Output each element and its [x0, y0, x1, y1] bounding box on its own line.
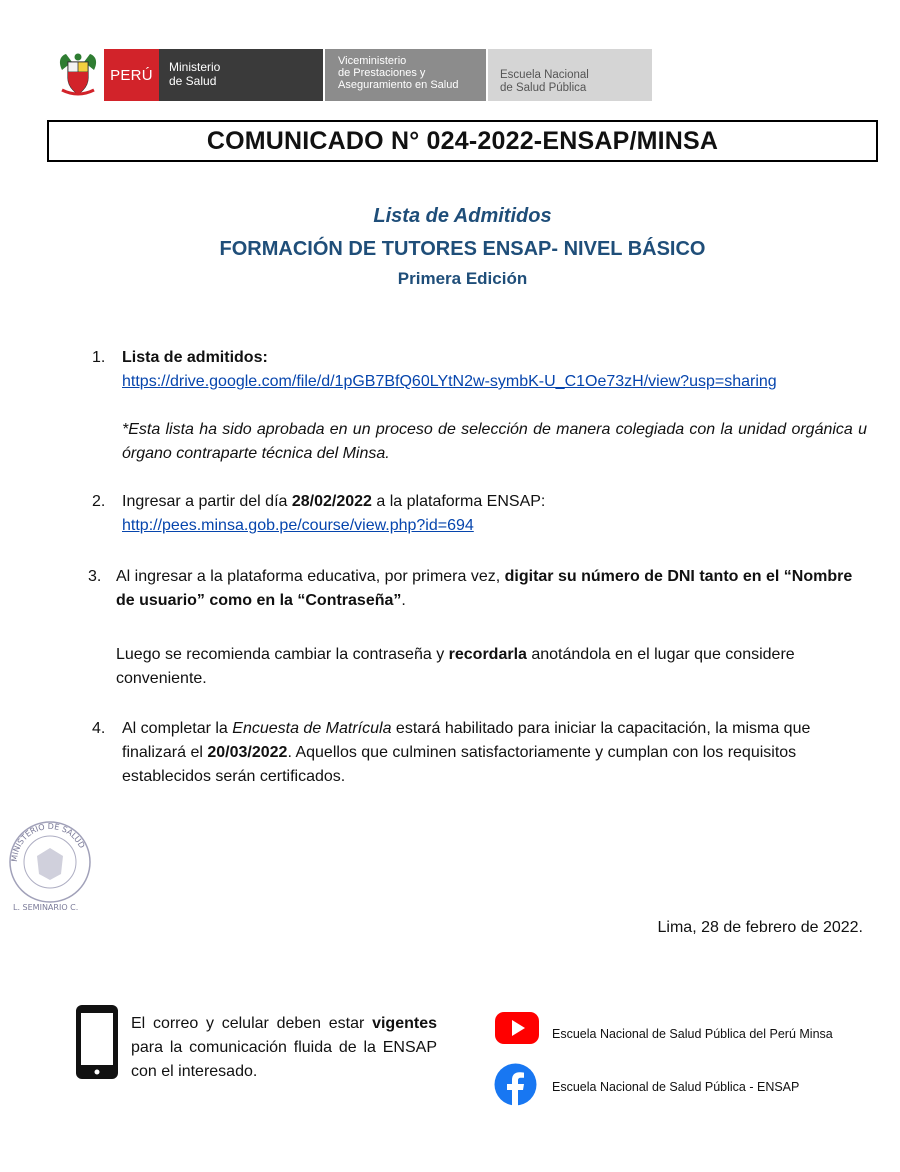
- peru-brand-block: [104, 49, 159, 101]
- youtube-icon[interactable]: [494, 1011, 540, 1045]
- item1-label: Lista de admitidos:: [122, 349, 268, 366]
- item1-link-line: [122, 370, 777, 394]
- stamp-bottom-text: L. SEMINARIO C.: [13, 903, 79, 912]
- document-title-box: [47, 120, 878, 162]
- item3-p2-pre: Luego se recomienda cambiar la contraseña y: [116, 646, 449, 663]
- item3-pre: Al ingresar a la plataforma educativa, por primera vez,: [116, 568, 505, 585]
- item-number: 2.: [92, 493, 106, 510]
- document-title: COMUNICADO N° 024-2022-ENSAP/MINSA: [206, 126, 719, 155]
- item4-text: [122, 717, 867, 789]
- stamp-top-text: MINISTERIO DE SALUD: [9, 821, 87, 863]
- item4-italic: Encuesta de Matrícula: [232, 720, 392, 737]
- escuela-line: de Salud Pública: [500, 82, 587, 94]
- viceministerio-line: Viceministerio: [338, 55, 407, 67]
- item3-bold: digitar su número de DNI tanto en el “Nombre de usuario” como en la “Contraseña”: [116, 568, 853, 609]
- item2-pre: Ingresar a partir del día: [122, 493, 292, 510]
- item3-paragraph2: [116, 643, 861, 691]
- peru-label: PERÚ: [110, 66, 153, 84]
- footer-bold: vigentes: [372, 1015, 437, 1032]
- contact-validity-note: [131, 1012, 437, 1084]
- ministerio-block: [159, 49, 323, 101]
- place-and-date: Lima, 28 de febrero de 2022.: [657, 919, 863, 936]
- viceministerio-line: Aseguramiento en Salud: [338, 79, 459, 91]
- heading-edition: Primera Edición: [397, 269, 528, 288]
- youtube-channel-label[interactable]: Escuela Nacional de Salud Pública del Perú Minsa: [552, 1027, 833, 1041]
- footer-post: para la comunicación fluida de la ENSAP con el interesado.: [131, 1039, 437, 1080]
- facebook-page-label[interactable]: Escuela Nacional de Salud Pública - ENSAP: [552, 1080, 800, 1094]
- item4-post: . Aquellos que culminen satisfactoriamente y cumplan con los requisitos establecidos serán certificados.: [122, 744, 797, 785]
- item1-note: *Esta lista ha sido aprobada en un proceso de selección de manera colegiada con la unidad orgánica u órgano contraparte técnica del Minsa.: [122, 421, 867, 462]
- admitted-list-link[interactable]: https://drive.google.com/file/d/1pGB7BfQ60LYtN2w-symbK-U_C1Oe73zH/view?usp=sharing: [122, 373, 777, 390]
- item3-text: [116, 565, 861, 613]
- item4-pre: Al completar la: [122, 720, 233, 737]
- item3-p2-post: anotándola en el lugar que considere conveniente.: [116, 646, 795, 687]
- facebook-icon[interactable]: [494, 1063, 537, 1106]
- escuela-line: Escuela Nacional: [500, 69, 589, 81]
- footer-pre: El correo y celular deben estar: [131, 1015, 373, 1032]
- item-number: 4.: [92, 720, 106, 737]
- item4-mid: estará habilitado para iniciar la capacitación, la misma que finalizará el: [122, 720, 811, 761]
- ensap-platform-link[interactable]: http://pees.minsa.gob.pe/course/view.php?id=694: [122, 517, 474, 534]
- escuela-block: [488, 49, 652, 101]
- item-number: 3.: [88, 568, 102, 585]
- peru-coat-of-arms-icon: [56, 50, 100, 98]
- item2-post: a la plataforma ENSAP:: [371, 493, 546, 510]
- heading-program-name: FORMACIÓN DE TUTORES ENSAP- NIVEL BÁSICO: [219, 238, 706, 260]
- item2-text: [122, 490, 545, 514]
- item2-date: 28/02/2022: [291, 493, 372, 510]
- item3-post: .: [401, 592, 406, 609]
- item4-date: 20/03/2022: [207, 744, 288, 761]
- item-number: 1.: [92, 349, 106, 366]
- heading-list-admitted: Lista de Admitidos: [373, 205, 552, 227]
- official-stamp-icon: [5, 812, 95, 912]
- ministerio-line: de Salud: [169, 74, 217, 88]
- viceministerio-block: [325, 49, 486, 101]
- ministerio-line: Ministerio: [169, 60, 221, 74]
- viceministerio-line: de Prestaciones y: [338, 67, 426, 79]
- mobile-phone-icon: [74, 1003, 120, 1081]
- item2-link-line: [122, 514, 474, 538]
- item3-p2-bold: recordarla: [448, 646, 527, 663]
